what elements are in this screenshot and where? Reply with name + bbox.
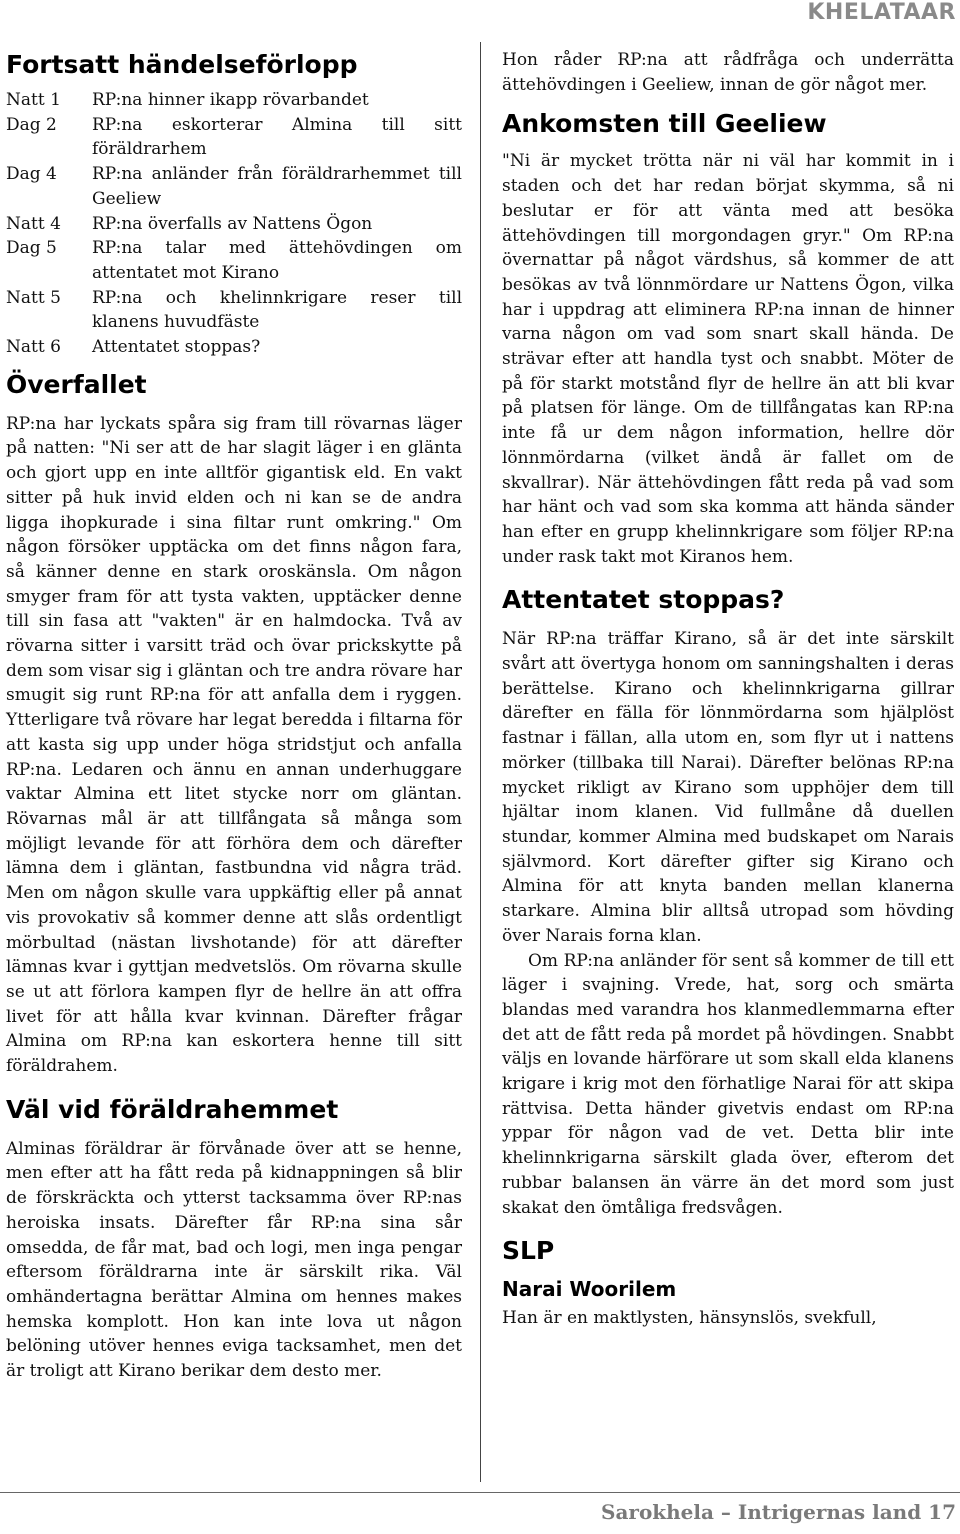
section-title-attentatet: Attentatet stoppas? [502, 585, 785, 615]
timeline-event: Attentatet stoppas? [92, 337, 261, 358]
section-title-fortsatt: Fortsatt händelseförlopp [6, 50, 358, 79]
section-title-overfallet: Överfallet [6, 369, 147, 399]
timeline-when: Dag 5 [6, 238, 57, 259]
section-title-slp: SLP [502, 1236, 555, 1266]
page-footer: Sarokhela – Intrigernas land 17 [601, 1500, 956, 1524]
timeline-event: RP:na hinner ikapp rövarbandet [92, 90, 369, 110]
timeline-row [6, 162, 462, 211]
timeline-event: RP:na och khelinnkrigare reser till klanens huvudfäste [92, 287, 462, 333]
foraldrahemmet-paragraph: Alminas föräldrar är förvånade över att se henne, men efter att ha fått reda på kidnappningen så blir de förskräckta och ytterst tacksamma över RP:nas heroiska insats. Därefter får RP:na sina sår omsedda, de får mat, bad och logi, men inga pengar eftersom föräldrarna inte är särskilt rika. Väl omhändertagna berättar Almina om hennes makes hemska komplott. Hon kan inte lova ut någon belöning utöver hennes eviga tacksamhet, men det är troligt att Kirano berikar dem desto mer. [6, 1138, 462, 1382]
timeline-when: Dag 2 [6, 114, 57, 135]
right-column [502, 44, 954, 1331]
footer-rule [0, 1492, 960, 1493]
timeline-when: Natt 5 [6, 287, 61, 308]
section-title-ankomsten: Ankomsten till Geeliew [502, 109, 827, 139]
timeline-when: Natt 6 [6, 337, 61, 358]
timeline-row [6, 236, 462, 285]
npc-name-narai: Narai Woorilem [502, 1277, 677, 1302]
timeline-event: RP:na talar med ättehövdingen om attentatet mot Kirano [92, 238, 462, 283]
timeline-event: RP:na överfalls av Nattens Ögon [92, 213, 373, 234]
left-column [6, 44, 462, 1384]
section-title-foraldrahemmet: Väl vid föräldrahemmet [6, 1094, 339, 1124]
attentatet-paragraph-1: När RP:na träffar Kirano, så är det inte särskilt svårt att övertyga honom om sanningshalten i deras berättelse. Kirano och khelinnkrigarna gillrar därefter en fälla för lönnmördarna som hjälplöst fastnar i fällan, alla utom en, som flyr ut i nattens mörker (tillbaka till Narai). Därefter belönas RP:na mycket rikligt av Kirano som upphöjer dem till hjältar inom klanen. Vid fullmåne då duellen stundar, kommer Almina med budskapet om Narais självmord. Kort därefter gifter sig Kirano och Almina för att knyta banden mellan klanerna starkare. Almina blir alltså utropad som hövding över Narais forna klan. [502, 629, 954, 946]
timeline-when: Natt 1 [6, 90, 61, 110]
attentatet-paragraph-2: Om RP:na anländer för sent så kommer de till ett läger i svajning. Vrede, hat, sorg och smärta blandas med varandra hos klanmedlemmarna efter det att de fått reda på mordet på hövdingen. Snabbt väljs en lovande härförare ut som skall elda klanens krigare i krig mot den förhatlige Narai för att skipa rättvisa. Detta händer givetvis endast om RP:na yppar för någon vad de vet. Detta blir inte khelinnkrigarna särskilt glada över, efterom det rubbar balansen än värre än det mord som just skakat den ömtåliga fredsvågen. [502, 950, 954, 1218]
timeline-event: RP:na eskorterar Almina till sitt föräldrarhem [92, 114, 462, 160]
timeline-when: Dag 4 [6, 164, 57, 185]
timeline-row [6, 212, 462, 237]
section-header: KHELATAAR [807, 0, 956, 25]
intro-paragraph: Hon råder RP:na att rådfråga och underrätta ättehövdingen i Geeliew, innan de gör något mer. [502, 50, 954, 95]
overfallet-paragraph: RP:na har lyckats spåra sig fram till rövarnas läger på natten: "Ni ser att de har slagit läger i en glänta och gjort upp en inte alltför gigantisk eld. En vakt sitter på huk invid elden och ni kan se de andra ligga ihopkurade i sina filtar runt omkring." Om någon försöker upptäcka om det finns någon fara, så känner denne en stark oroskänsla. Om någon smyger fram för att tysta vakten, upptäcker denne till sin fasa att "vakten" är en halmdocka. Två av rövarna sitter i varsitt träd och övar prickskytte på dem som visar sig i gläntan och tre andra rövare har smugit sig runt RP:na för att anfalla dem i ryggen. Ytterligare två rövare har legat beredda i filtarna för att kasta sig upp under höga stridstjut och anfalla RP:na. Ledaren och ännu en annan underhuggare vaktar Almina ett litet stycke norr om gläntan. Rövarnas mål är att tillfångata så många som möjligt levande för att förhöra dem och därefter lämna dem i gläntan, fastbundna vid några träd. Men om någon skulle vara uppkäftig eller på annat vis provokativ så kommer denne att slås ordentligt mörbultad (nästan livshotande) för att därefter lämnas kvar i gyttjan medvetslös. Om rövarna skulle se ut att förlora kampen flyr de hellre än att offra livet för att hålla kvar kvinnan. Därefter frågar Almina om RP:na kan eskortera henne till sitt föräldrahem. [6, 413, 462, 1077]
timeline-row [6, 286, 462, 335]
column-divider [480, 42, 481, 1482]
timeline-table [6, 88, 462, 360]
narai-paragraph: Han är en maktlysten, hänsynslös, svekfull, [502, 1308, 877, 1329]
ankomsten-paragraph: "Ni är mycket trötta när ni väl har kommit in i staden och det har redan börjat skymma, så ni beslutar er för att vänta med att besöka ättehövdingen till morgondagen gryr." Om RP:na övernattar på något värdshus, så kommer de att besökas av två lönnmördare ur Nattens Ögon, vilka har i uppdrag att eliminera RP:na innan de hinner varna någon om vad som snart skall hända. De strävar efter att handla tyst och snabbt. Möter de på för starkt motstånd flyr de hellre än att bli kvar på platsen för länge. Om de tillfångatas kan RP:na inte få ur dem någon information, hellre dör lönnmördarna (vilket ändå är fallet om de skvallrar). När ättehövdingen fått reda på vad som har hänt och vad som ska komma att hända sänder han efter en grupp khelinnkrigare som följer RP:na under rask takt mot Kiranos hem. [502, 151, 954, 567]
timeline-row [6, 335, 462, 360]
timeline-row [6, 113, 462, 162]
timeline-event: RP:na anländer från föräldrarhemmet till Geeliew [92, 164, 462, 209]
timeline-row [6, 88, 462, 113]
timeline-when: Natt 4 [6, 213, 61, 234]
